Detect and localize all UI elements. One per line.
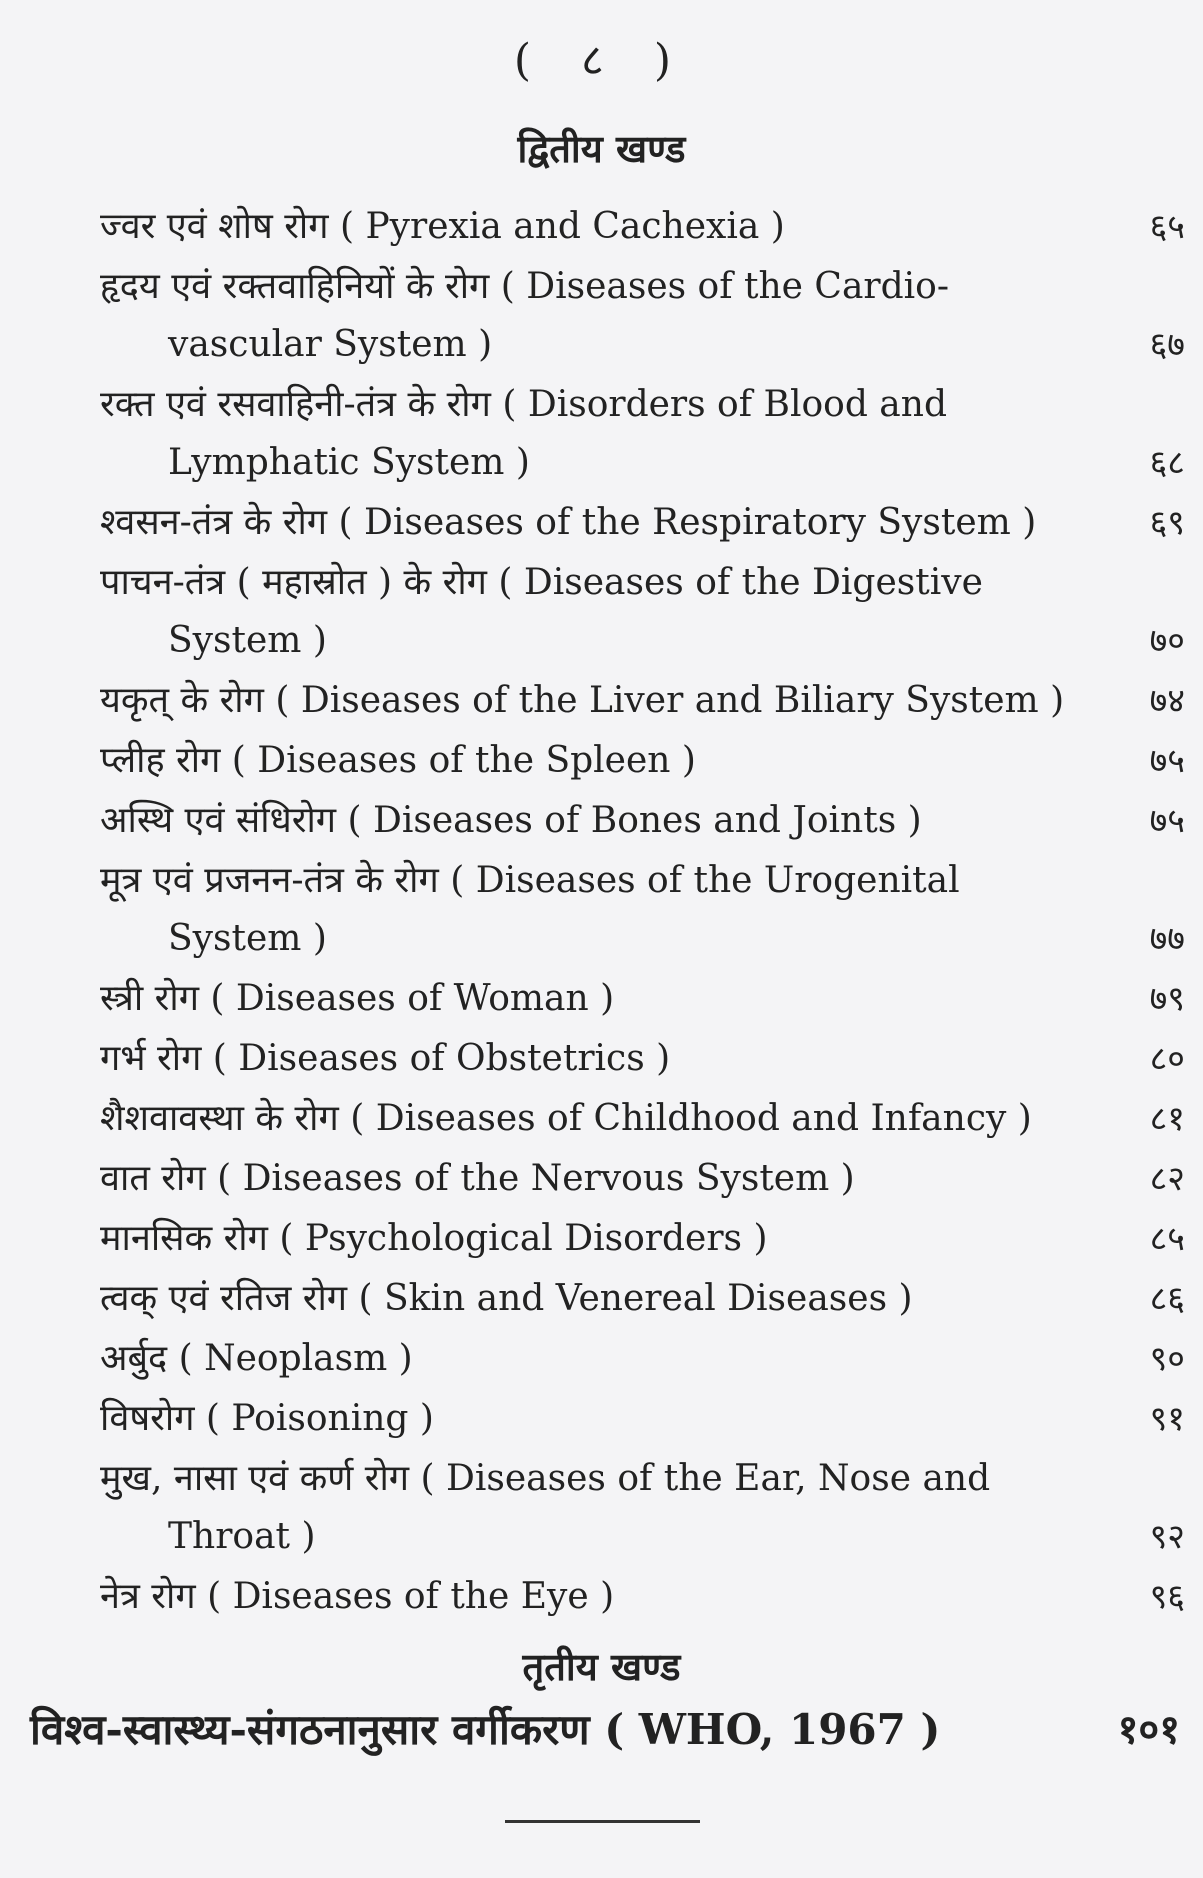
contents-entry (100, 554, 1185, 670)
entry-title-english: ( Diseases of Childhood and Infancy ) (350, 1098, 1032, 1139)
entry-title-english: ( Diseases of the Liver and Biliary System ) (275, 680, 1065, 721)
contents-entry (100, 792, 1185, 850)
contents-entry (100, 1270, 1185, 1328)
entry-line (100, 970, 1100, 1028)
contents-entry (100, 970, 1185, 1028)
entry-title-hindi: त्वक् एवं रतिज रोग (100, 1278, 348, 1319)
entry-line (100, 1030, 1100, 1088)
contents-entry (100, 852, 1185, 968)
entry-page-number: ९२ (1149, 1517, 1185, 1557)
entry-line (100, 852, 1100, 910)
entry-line (100, 554, 1100, 612)
entry-title-english: ( Diseases of the Digestive (498, 562, 983, 603)
entry-title-english: ( Diseases of the Respiratory System ) (338, 502, 1037, 543)
contents-entry (100, 1030, 1185, 1088)
entry-page-number: ७० (1149, 621, 1185, 661)
entry-page-number: ७९ (1149, 979, 1185, 1019)
entry-title-hindi: हृदय एवं रक्तवाहिनियों के रोग (100, 266, 490, 307)
section-title-2: द्वितीय खण्ड (517, 126, 686, 171)
entry-title-english: ( Skin and Venereal Diseases ) (358, 1278, 913, 1319)
entry-title-hindi: मानसिक रोग (100, 1218, 268, 1259)
entry-page-number: ६५ (1149, 207, 1185, 247)
entry-title-hindi: अस्थि एवं संधिरोग (100, 800, 337, 841)
contents-entry (100, 732, 1185, 790)
page-number: ( ८ ) (513, 35, 690, 86)
entry-title-english: ( Psychological Disorders ) (279, 1218, 768, 1259)
contents-entry (100, 1450, 1185, 1566)
closing-rule (505, 1820, 700, 1823)
entry-line (100, 1150, 1100, 1208)
entry-line (100, 1210, 1100, 1268)
entry-title-english: ( Diseases of the Nervous System ) (217, 1158, 855, 1199)
entry-page-number: ९० (1149, 1339, 1185, 1379)
entry-page-number: ६९ (1149, 503, 1185, 543)
entry-title-english: ( Diseases of the Ear, Nose and (420, 1458, 991, 1499)
contents-entry (100, 258, 1185, 374)
entry-line (100, 732, 1100, 790)
contents-entry (100, 494, 1185, 552)
entry-page-number: ९१ (1149, 1399, 1185, 1439)
entry-page-number: ८२ (1149, 1159, 1185, 1199)
entry-title-english: ( Pyrexia and Cachexia ) (339, 206, 785, 247)
entry-title-english-continued: Lymphatic System ) (168, 442, 530, 483)
entry-title-english: ( Disorders of Blood and (502, 384, 947, 425)
contents-entry (100, 1390, 1185, 1448)
contents-entry (100, 198, 1185, 256)
entry-line (100, 1568, 1100, 1626)
entry-title-english: ( Neoplasm ) (178, 1338, 413, 1379)
entry-page-number: ६८ (1149, 443, 1185, 483)
entry-title-english: ( Diseases of Woman ) (210, 978, 615, 1019)
entry-title-hindi: श्वसन-तंत्र के रोग (100, 502, 328, 543)
entry-title-english: ( Diseases of the Cardio- (500, 266, 950, 307)
entry-title-hindi: विश्व-स्वास्थ्य-संगठनानुसार वर्गीकरण (30, 1705, 590, 1754)
entry-title-hindi: यकृत् के रोग (100, 680, 264, 721)
entry-title-english: ( Diseases of Obstetrics ) (212, 1038, 671, 1079)
entry-line (100, 376, 1100, 434)
contents-entry (100, 672, 1185, 730)
entry-title-english-continued: System ) (168, 620, 327, 661)
entry-title-english: ( Diseases of the Urogenital (450, 860, 960, 901)
entry-title-hindi: स्त्री रोग (100, 978, 199, 1019)
entry-page-number: ८५ (1149, 1219, 1185, 1259)
entry-page-number: ७५ (1149, 741, 1185, 781)
contents-entry (100, 1330, 1185, 1388)
entry-line (100, 792, 1100, 850)
entry-title-hindi: शैशवावस्था के रोग (100, 1098, 339, 1139)
entry-title-english: ( WHO, 1967 ) (604, 1705, 941, 1754)
entry-title-hindi: विषरोग (100, 1398, 195, 1439)
entry-title-hindi: रक्त एवं रसवाहिनी-तंत्र के रोग (100, 384, 491, 425)
entry-page-number: १०१ (1117, 1706, 1180, 1753)
entry-title-hindi: ज्वर एवं शोष रोग (100, 206, 329, 247)
entry-page-number: ७७ (1149, 919, 1185, 959)
entry-line (100, 198, 1100, 256)
contents-entry (100, 1568, 1185, 1626)
entry-page-number: ७५ (1149, 801, 1185, 841)
entry-page-number: ८६ (1149, 1279, 1185, 1319)
contents-entry-who (30, 1700, 1180, 1760)
entry-line (100, 1090, 1100, 1148)
entry-page-number: ६७ (1149, 325, 1185, 365)
entry-page-number: ८१ (1149, 1099, 1185, 1139)
entry-title-hindi: प्लीह रोग (100, 740, 221, 781)
entry-title-english: ( Poisoning ) (205, 1398, 434, 1439)
entry-title-english: ( Diseases of the Eye ) (207, 1576, 615, 1617)
entry-title-hindi: मूत्र एवं प्रजनन-तंत्र के रोग (100, 860, 439, 901)
entry-line (100, 1330, 1100, 1388)
entry-title-hindi: वात रोग (100, 1158, 206, 1199)
entry-page-number: ८० (1149, 1039, 1185, 1079)
entry-line (100, 672, 1100, 730)
entry-line (100, 258, 1100, 316)
contents-entry (100, 1150, 1185, 1208)
entry-title-hindi: नेत्र रोग (100, 1576, 196, 1617)
entry-title-hindi: मुख, नासा एवं कर्ण रोग (100, 1458, 410, 1499)
entry-line (100, 1390, 1100, 1448)
entry-title-english: ( Diseases of Bones and Joints ) (347, 800, 922, 841)
contents-entry (100, 1090, 1185, 1148)
entry-title-english-continued: Throat ) (168, 1516, 316, 1557)
entry-title-english-continued: vascular System ) (168, 324, 493, 365)
entry-line (100, 1270, 1100, 1328)
contents-entry (100, 376, 1185, 492)
entry-line (100, 494, 1100, 552)
entry-line (100, 1450, 1100, 1508)
section-title-3: तृतीय खण्ड (522, 1644, 681, 1689)
entry-title-english: ( Diseases of the Spleen ) (231, 740, 696, 781)
entry-title-hindi: अर्बुद (100, 1338, 168, 1379)
contents-entry (100, 1210, 1185, 1268)
entry-page-number: ७४ (1149, 681, 1185, 721)
entry-title-hindi: पाचन-तंत्र ( महास्रोत ) के रोग (100, 562, 487, 603)
entry-title-hindi: गर्भ रोग (100, 1038, 202, 1079)
entry-title-english-continued: System ) (168, 918, 327, 959)
entry-page-number: ९६ (1149, 1577, 1185, 1617)
